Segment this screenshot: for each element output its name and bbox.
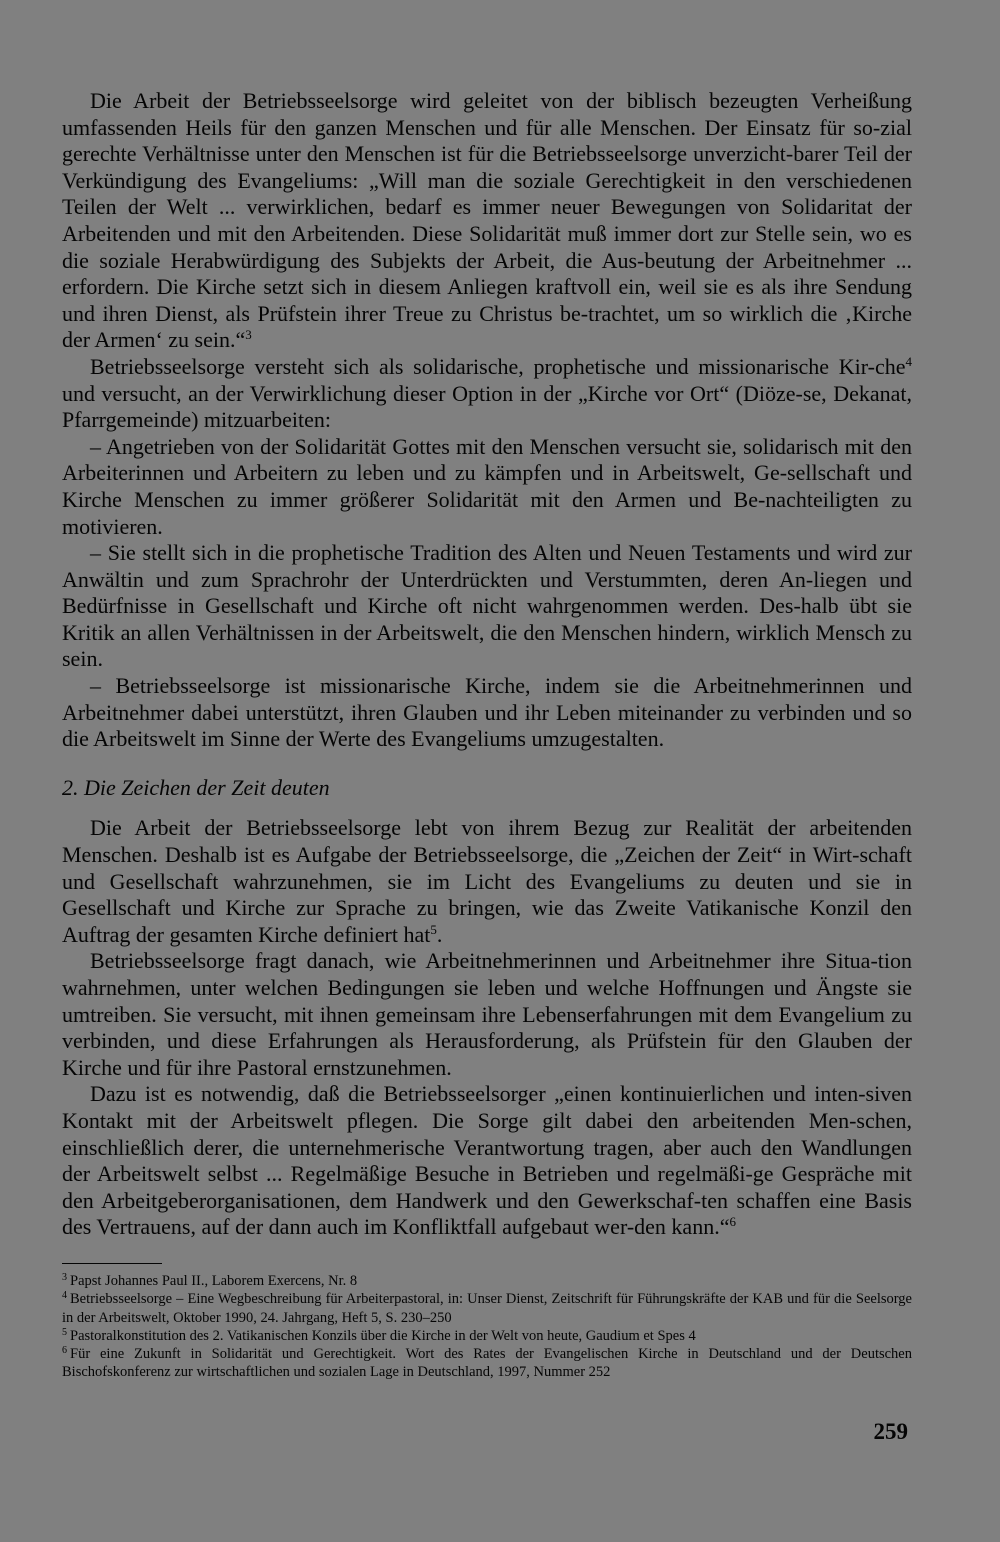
footnote-ref-4[interactable]: 4: [905, 353, 912, 369]
list-item-solidarity: – Angetrieben von der Solidarität Gottes mit den Menschen versucht sie, solidarisch mit den Arbeiterinnen und Arbeitern zu leben und zu kämpfen und in Arbeitswelt, Ge-sellschaft und Kirche Menschen zu immer größerer Solidarität mit den Armen und Be-nachteiligten zu motivieren.: [62, 433, 912, 539]
paragraph-text: Dazu ist es notwendig, daß die Betriebsseelsorger „einen kontinuierlichen und inten-siven Kontakt mit der Arbeitswelt pflegen. Die Sorge gilt dabei den arbeitenden Men-schen, einschließlich derer, die unternehmerische Verantwortung tragen, aber auch den Wandlungen der Arbeitswelt selbst ... Regelmäßige Besuche in Betrieben und regelmäßi-ge Gespräche mit den Arbeitgeberorganisationen, dem Handwerk und den Gewerkschaf-ten schaffen eine Basis des Vertrauens, auf der dann auch im Konfliktfall aufgebaut wer-den kann.“: [62, 1081, 912, 1240]
paragraph-6: [62, 815, 912, 948]
footnote-text: Pastoralkonstitution des 2. Vatikanischen Konzils über die Kirche in der Welt von heute, Gaudium et Spes 4: [70, 1327, 696, 1344]
paragraph-1: [62, 88, 912, 354]
list-item-prophetic: – Sie stellt sich in die prophetische Tradition des Alten und Neuen Testaments und wird zur Anwältin und zum Sprachrohr der Unterdrückten und Verstummten, deren An-liegen und Bedürfnisse in Gesellschaft und Kirche oft nicht wahrgenommen werden. Des-halb übt sie Kritik an allen Verhältnissen in der Arbeitswelt, die den Menschen hindern, wirklich Mensch zu sein.: [62, 540, 912, 672]
footnote-ref-3[interactable]: 3: [245, 327, 252, 343]
footnote-5: [62, 1327, 912, 1345]
paragraph-7: Betriebsseelsorge fragt danach, wie Arbeitnehmerinnen und Arbeitnehmer ihre Situa-tion wahrnehmen, unter welchen Bedingungen sie leben und welche Hoffnungen und Ängste sie umtreiben. Sie versucht, mit ihnen gemeinsam ihre Lebenserfahrungen mit dem Evangelium zu verbinden, und diese Erfahrungen als Herausforderung, als Prüfstein für den Glauben der Kirche und für ihre Pastoral ernstzunehmen.: [62, 948, 912, 1080]
paragraph-text: .: [436, 921, 443, 947]
paragraph-2: [62, 354, 912, 434]
footnote-3: [62, 1272, 912, 1290]
footnote-6: [62, 1345, 912, 1382]
footnote-number: 3: [62, 1271, 67, 1283]
footnote-text: Papst Johannes Paul II., Laborem Exercens, Nr. 8: [70, 1272, 358, 1289]
page-number: 259: [873, 1419, 908, 1444]
footnote-number: 4: [62, 1290, 67, 1302]
paragraph-8: [62, 1081, 912, 1241]
footnote-text: Für eine Zukunft in Solidarität und Gerechtigkeit. Wort des Rates der Evangelischen Kirche in Deutschland und der Deutschen Bischofskonferenz zur wirtschaftlichen und sozialen Lage in Deutschland, 1997, Nummer 252: [62, 1346, 912, 1381]
footnotes: [62, 1272, 912, 1382]
paragraph-text: Betriebsseelsorge versteht sich als solidarische, prophetische und missionarische Kir-che: [90, 353, 906, 379]
section-heading: 2. Die Zeichen der Zeit deuten: [62, 774, 330, 800]
footnote-ref-5[interactable]: 5: [430, 921, 437, 937]
list-item-missionary: – Betriebsseelsorge ist missionarische Kirche, indem sie die Arbeitnehmerinnen und Arbeitnehmer dabei unterstützt, ihren Glauben und ihr Leben miteinander zu verbinden und so die Arbeitswelt im Sinne der Werte des Evangeliums umzugestalten.: [62, 673, 912, 752]
paragraph-text: Die Arbeit der Betriebsseelsorge lebt von ihrem Bezug zur Realität der arbeitenden Menschen. Deshalb ist es Aufgabe der Betriebsseelsorge, die „Zeichen der Zeit“ in Wirt-schaft und Gesellschaft wahrzunehmen, sie im Licht des Evangeliums zu deuten und sie in Gesellschaft und Kirche zur Sprache zu bringen, wie das Zweite Vatikanische Konzil den Auftrag der gesamten Kirche definiert hat: [62, 815, 912, 947]
footnote-ref-6[interactable]: 6: [729, 1214, 736, 1230]
paragraph-text: und versucht, an der Verwirklichung dieser Option in der „Kirche vor Ort“ (Diöze-se, Dekanat, Pfarrgemeinde) mitzuarbeiten:: [62, 380, 912, 433]
footnote-text: Betriebsseelsorge – Eine Wegbeschreibung für Arbeiterpastoral, in: Unser Dienst, Zeitschrift für Führungskräfte der KAB und für die Seelsorge in der Arbeitswelt, Oktober 1990, 24. Jahrgang, Heft 5, S. 230–250: [62, 1291, 912, 1326]
footnote-number: 5: [62, 1326, 67, 1338]
footnote-divider: [62, 1263, 162, 1264]
paragraph-text: Die Arbeit der Betriebsseelsorge wird geleitet von der biblisch bezeugten Verheißung umfassenden Heils für den ganzen Menschen und für alle Menschen. Der Einsatz für so-zial gerechte Verhältnisse unter den Menschen ist für die Betriebsseelsorge unverzicht-barer Teil der Verkündigung des Evangeliums: „Will man die soziale Gerechtigkeit in den verschiedenen Teilen der Welt ... verwirklichen, bedarf es immer neuer Bewegungen von Solidaritat der Arbeitenden und mit den Arbeitenden. Diese Solidarität muß immer dort zur Stelle sein, wo es die soziale Herabwürdigung des Subjekts der Arbeit, die Aus-beutung der Arbeitnehmer ... erfordern. Die Kirche setzt sich in diesem Anliegen kraftvoll ein, weil sie es als ihre Sendung und ihren Dienst, als Prüfstein ihrer Treue zu Christus be-trachtet, um so wirklich die ‚Kirche der Armen‘ zu sein.“: [62, 88, 912, 353]
footnote-4: [62, 1290, 912, 1327]
footnote-number: 6: [62, 1345, 67, 1357]
page-content: [62, 88, 912, 1382]
